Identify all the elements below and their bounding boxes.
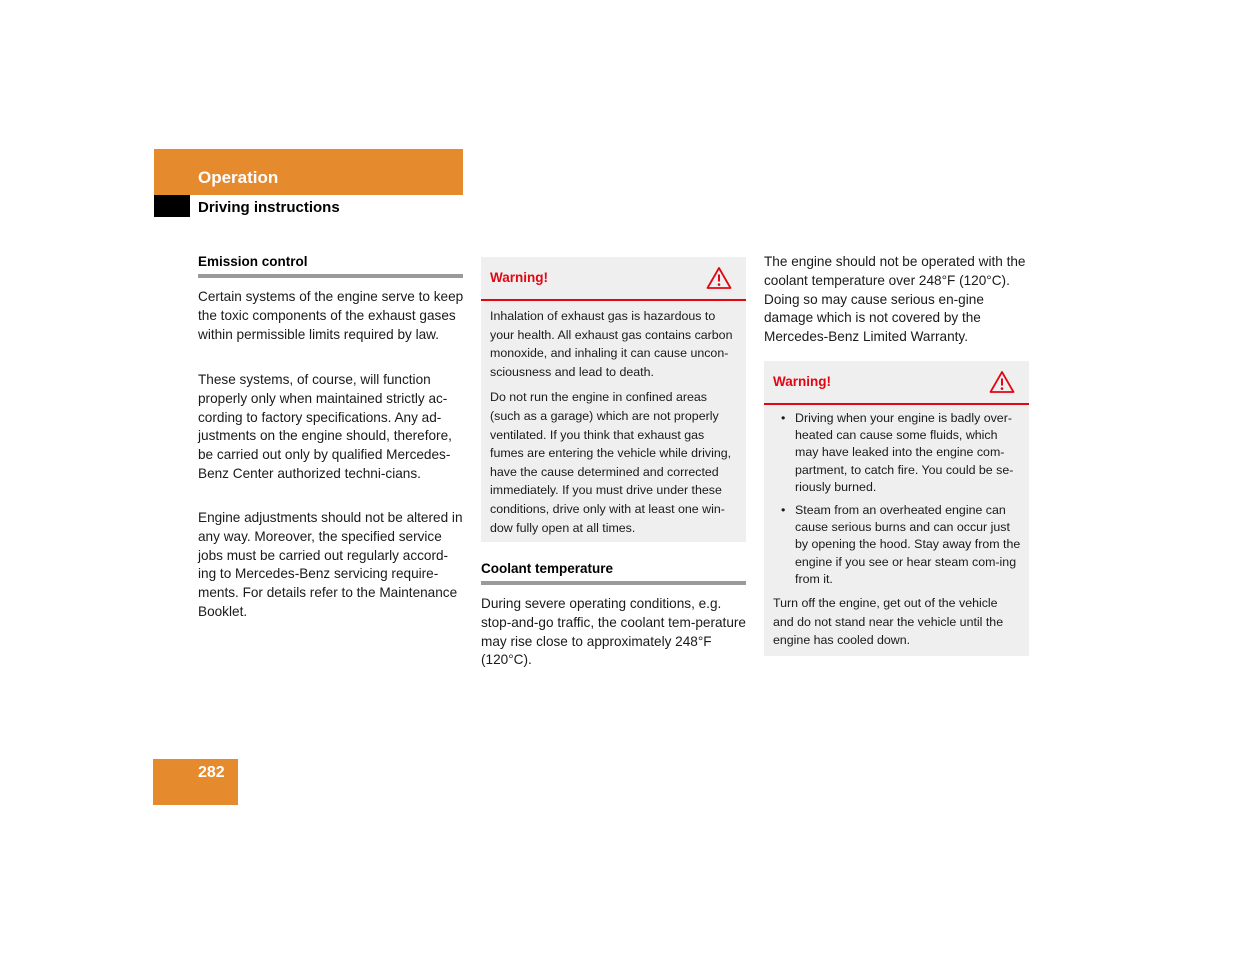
chapter-title: Operation [198,168,279,187]
list-item [773,502,1021,588]
page-number-tab [153,759,238,805]
exhaust-warning-text-2: Do not run the engine in confined areas (such as a garage) which are not properly ventilated. If you think that exhaust gas fumes are entering the vehicle while driving, have the cause determined and corrected immediately. If you must drive under these conditions, drive only with at least one win-dow fully open at all times. [490,390,732,535]
warning-triangle-icon [706,266,732,290]
bullet-icon: • [781,411,786,425]
emission-control-heading: Emission control [198,254,463,278]
emission-paragraph-3: Engine adjustments should not be altered in any way. Moreover, the specified service jobs must be carried out regularly accord-ing to Mercedes-Benz servicing require-ments. For details refer to the Maintenance Booklet. [198,510,463,619]
overheating-warning-box [764,361,1029,656]
bullet-text: Driving when your engine is badly over-heated can cause some fluids, which may have leaked into the engine com-partment, to catch fire. You could be se-riously burned. [795,411,1014,494]
coolant-paragraph-1: During severe operating conditions, e.g. stop-and-go traffic, the coolant tem-perature may rise close to approximately 248°F (120°C). [481,596,746,668]
overheating-warning-text: Turn off the engine, get out of the vehicle and do not stand near the vehicle until the engine has cooled down. [773,596,1004,648]
warning-triangle-icon [989,370,1015,394]
exhaust-warning-box [481,257,746,542]
coolant-temperature-heading: Coolant temperature [481,561,746,585]
list-item [773,410,1021,496]
warning-header [481,257,746,301]
emission-paragraph-2: These systems, of course, will function properly only when maintained strictly ac-cording to factory specifications. Any ad-justments on the engine should, therefore, be carried out only by qualified Mercedes-Benz Center authorized techni-cians. [198,372,452,481]
section-marker [154,195,190,217]
section-title: Driving instructions [198,199,340,216]
coolant-paragraph-2: The engine should not be operated with the coolant temperature over 248°F (120°C). Doing so may cause serious en-gine damage which is not covered by the Mercedes-Benz Limited Warranty. [764,254,1026,345]
warning-label: Warning! [490,270,548,285]
page-number: 282 [198,764,225,781]
emission-paragraph-1: Certain systems of the engine serve to keep the toxic components of the exhaust gases within permissible limits required by law. [198,289,464,342]
exhaust-warning-text-1: Inhalation of exhaust gas is hazardous to your health. All exhaust gas contains carbon monoxide, and inhaling it can cause uncon-sciousness and lead to death. [490,309,733,379]
bullet-icon: • [781,503,786,518]
bullet-text: Steam from an overheated engine can cause serious burns and can occur just by opening the hood. Stay away from the engine if you see or hear steam com-ing from it. [795,503,1021,586]
warning-label: Warning! [773,374,831,389]
warning-header [764,361,1029,405]
